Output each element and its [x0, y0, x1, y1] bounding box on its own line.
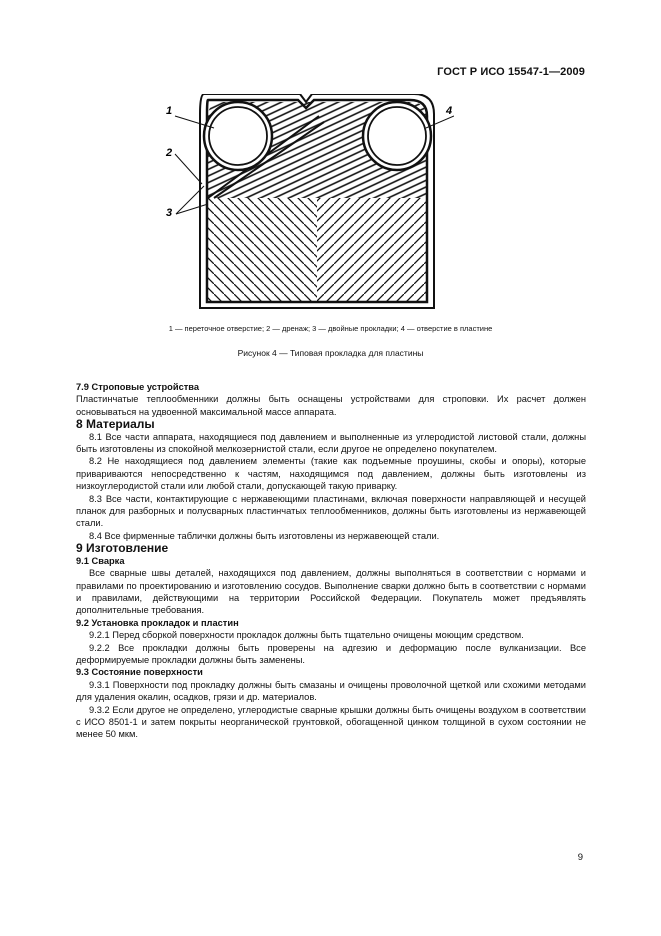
para-9-2-1: 9.2.1 Перед сборкой поверхности прокладок должны быть тщательно очищены моющим средством. — [89, 630, 524, 641]
section-8-heading: 8 Материалы — [76, 417, 155, 432]
para-9-3-2: 9.3.2 Если другое не определено, углеродистые сварные крышки должны быть очищены воздухом в соответствии с ИСО 8501-1 и затем покрыты неорганической грунтовкой, обогащенной цинком толщиной в сухом состоянии не менее 50 мкм. — [76, 704, 586, 740]
page-number: 9 — [577, 852, 583, 863]
section-9-heading: 9 Изготовление — [76, 541, 169, 556]
label-1: 1 — [166, 105, 173, 117]
para-9-3-1: 9.3.1 Поверхности под прокладку должны быть смазаны и очищены проволочной щеткой или схожими методами для удаления окалин, осадков, грязи и др. материалов. — [76, 679, 586, 703]
para-8-3: 8.3 Все части, контактирующие с нержавеющими пластинами, включая поверхности направляющей и несущей планок для разборных и полусварных пластинчатых теплообменников, должны быть изготовлены из нержавеющей стали. — [76, 493, 586, 529]
gasket-figure — [164, 94, 454, 312]
para-8-1: 8.1 Все части аппарата, находящиеся под давлением и выполненные из углеродистой листовой стали, должны быть изготовлены из спокойной мелкозернистой стали, если другое не определено покупателем. — [76, 431, 586, 455]
para-8-4: 8.4 Все фирменные таблички должны быть изготовлены из нержавеющей стали. — [89, 530, 440, 541]
figure-title: Рисунок 4 — Типовая прокладка для пластины — [237, 348, 424, 358]
section-9-1-heading: 9.1 Сварка — [76, 555, 125, 566]
section-7-9-text: Пластинчатые теплообменники должны быть оснащены устройствами для строповки. Их расчет должен основываться на удвоенной максимальной массе аппарата. — [76, 394, 586, 417]
port-gasket-left — [209, 107, 267, 165]
para-9-2-2: 9.2.2 Все прокладки должны быть проверены на адгезию и деформацию после вулканизации. Все деформируемые прокладки должны быть заменены. — [76, 642, 586, 665]
standard-header: ГОСТ Р ИСО 15547-1—2009 — [437, 66, 585, 78]
label-3: 3 — [166, 207, 173, 219]
section-9-1-text: Все сварные швы деталей, находящихся под давлением, должны выполняться в соответствии с нормами и правилами по проектированию и изготовлению сосудов. Выполнение сварки должно быть в соответствии с нормами и правилами, действующими на территории Российской Федерации. Покупатель может предъявлять дополнительные требования. — [76, 568, 586, 616]
herringbone-left — [208, 198, 317, 302]
herringbone-right — [317, 198, 426, 302]
label-4: 4 — [446, 105, 453, 117]
para-8-2: 8.2 Не находящиеся под давлением элементы (такие как подъемные проушины, скобы и опоры), которые привариваются непосредственно к частям, находящимся под давлением, должны быть изготовлены из низкоуглеродистой стали или любой стали, допускающей такую приварку. — [76, 456, 586, 492]
figure-legend: 1 — переточное отверстие; 2 — дренаж; 3 — двойные прокладки; 4 — отверстие в пластине — [168, 324, 493, 333]
port-gasket-right — [368, 107, 426, 165]
document-body — [76, 381, 586, 741]
section-9-3-heading: 9.3 Состояние поверхности — [76, 667, 203, 678]
label-2: 2 — [166, 147, 173, 159]
section-9-2-heading: 9.2 Установка прокладок и пластин — [76, 617, 239, 628]
section-7-9-heading: 7.9 Строповые устройства — [76, 382, 200, 392]
